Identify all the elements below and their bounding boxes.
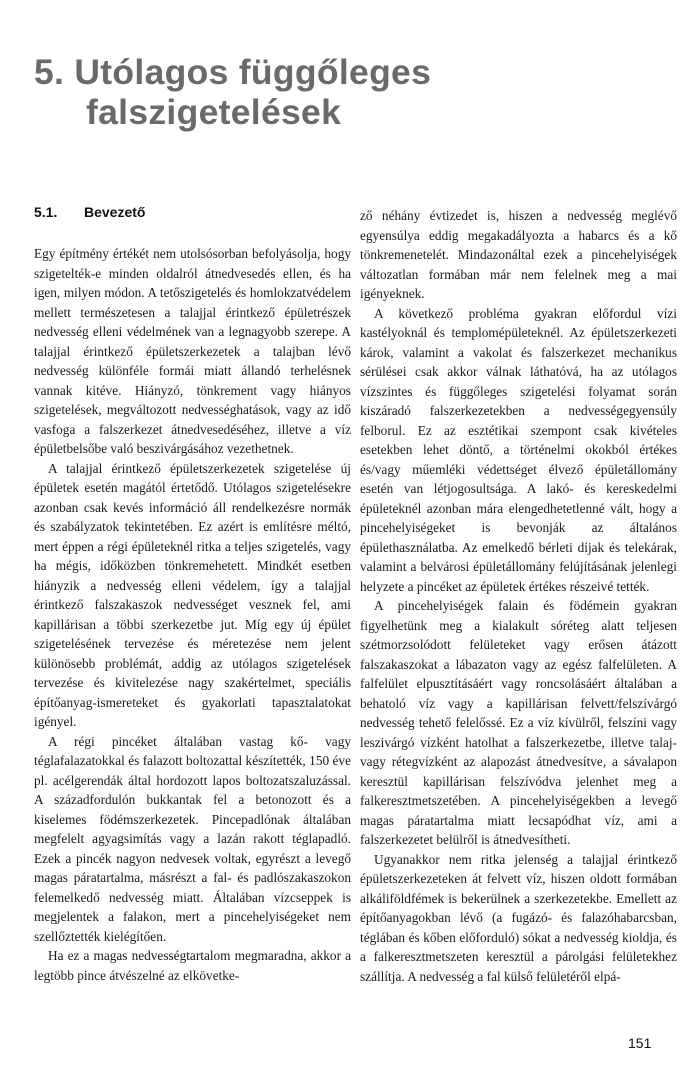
paragraph: Ha ez a magas nedvességtartalom megmaradna, akkor a legtöbb pince átvészelné az elkövetke- [34, 948, 351, 983]
paragraph: Ugyanakkor nem ritka jelenség a talajjal érintkező épületszerkezeteken át felvett víz, hiszen oldott formában alkáliföldfémek is bekerülnek a szerkezetekbe. Emellett az építőanyagokban lévő (a fugázó- és falazóhabarcsban, téglában és kőben előforduló) sókat a nedvesség kioldja, és a falkeresztmetszeten keresztül a párolgási felületekhez szállítja. A nedvesség a fal külső felületéről elpá- [360, 851, 677, 984]
paragraph: A régi pincéket általában vastag kő- vagy téglafalazatokkal és falazott boltozattal készítették, 150 éve pl. acélgerendák által hordozott lapos boltozatszaluzással. A századfordulón bukkantak fel a betonozott és a kiselemes födémszerkezetek. Pincepadlónak általában megfelelt agyagsimítás vagy a lazán rakott téglapadló. Ezek a pincék nagyon nedvesek voltak, egyrészt a levegő magas páratartalma, másrészt a fal- és padlószakaszokon felemelkedő nedvesség miatt. Általában vízcseppek is megjelentek a falakon, mert a pincehelyiségeket nem szellőztették kielégítően. [34, 733, 351, 944]
page-number: 151 [628, 1035, 652, 1051]
paragraph: A talajjal érintkező épületszerkezetek szigetelése új épületek esetén magától értetődő. Utólagos szigetelésekre azonban csak kevés információ áll rendelkezésre normák és szabályzatok tekintetében. Ez azért is említésre méltó, mert éppen a régi épületeknél ritka a teljes szigetelés, vagy ha mégis, időközben tönkremehetett. Mindkét esetben hiányzik a nedvesség elleni védelem, így a talajjal érintkező falszakaszok nedvességet vesznek fel, ami kapillárisan a többi szerkezetbe jut. Míg egy új épület szigetelésének tervezése és méretezése nem jelent különösebb problémát, addig az utólagos szigetelések tervezése és kivitelezése nagy szakértelmet, speciális építőanyag-ismereteket és gyakorlati tapasztalatokat igényel. [34, 460, 351, 729]
paragraph: ző néhány évtizedet is, hiszen a nedvesség meglévő egyensúlya eddig megakadályozta a habarcs és a kő tönkremenetelét. Mindazonáltal ezek a pincehelyiségek változatlan formában már nem felelnek meg a mai igényeknek. [360, 208, 677, 301]
chapter-title-line-1: 5. Utólagos függőleges [34, 52, 432, 92]
paragraph: A következő probléma gyakran előfordul vízi kastélyoknál és templomépületeknél. Az épületszerkezeti károk, valamint a vakolat és falszerkezet mechanikus sérülései csak akkor válnak láthatóvá, ha az utólagos vízszintes és függőleges szigetelési folyamat során kiszáradó falszerkezetekben a nedvességegyensúly felborul. Ez az esztétikai szempont csak kivételes esetekben lehet döntő, a történelmi okokból értékes és/vagy műemléki védettséget élvező épületállomány esetén van létjogosultsága. A lakó- és kereskedelmi épületeknél azonban mára elengedhetetlenné vált, hogy a pincehelyiségeket is bevonják az általános épülethasználatba. Az emelkedő bérleti díjak és telekárak, valamint a belvárosi épületállomány felújításának jelenlegi helyzete a pincéket az épületek értékes részeivé tették. [360, 305, 677, 594]
left-column [34, 202, 351, 985]
section-heading [34, 202, 351, 222]
section-title: Bevezető [84, 204, 146, 220]
chapter-title-line-2: falszigetelések [86, 92, 342, 132]
right-column [360, 206, 677, 986]
chapter-title [34, 52, 634, 132]
paragraph: Egy építmény értékét nem utolsósorban befolyásolja, hogy szigetelték-e minden oldalról átnedvesedés ellen, és ha igen, milyen módon. A tetőszigetelés és homlokzatvédelem mellett természetesen a talajjal érintkező épületrészek nedvesség elleni védelmének van a legnagyobb szerepe. A talajjal érintkező épületszerkezetek a talajban lévő nedvesség különféle formái miatt állandó terhelésnek vannak kitéve. Hiányzó, tönkrement vagy hiányos szigetelések, megváltozott nedvességhatások, vagy az idő vasfoga a falszerkezet átnedvesedéséhez, illetve a víz épületbelsőbe való beszivárgásához vezethetnek. [34, 246, 351, 456]
paragraph: A pincehelyiségek falain és födémein gyakran figyelhetünk meg a kialakult sóréteg alatt teljesen szétmorzsolódott felületeket vagy erősen átázott falszakaszokat a lábazaton vagy az egész falfelületen. A falfelület elpusztításáért vagy roncsolásáért általában a behatoló víz vagy a kapillárisan felvett/felszívárgó nedvesség tehető felelőssé. Ez a víz kívülről, felszíni vagy leszivárgó vízként hatolhat a falszerkezetbe, illetve talaj- vagy rétegvízként az alapozást átnedvesítve, a sávalapon keresztül kapillárisan felszívódva jelenhet meg a falkeresztmetszetében. A pincehelyiségekben a levegő magas páratartalma miatt lecsapódhat víz, ami a falszerkezetet belülről is átnedvesítheti. [360, 598, 677, 847]
section-number: 5.1. [34, 204, 58, 220]
